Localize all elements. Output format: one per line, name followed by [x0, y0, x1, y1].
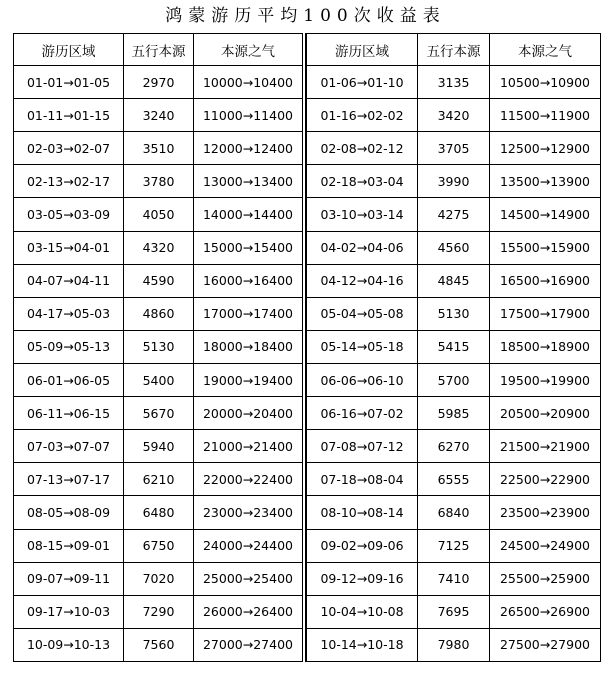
table-row — [14, 165, 303, 198]
cell-region: 04-12→04-16 — [307, 264, 418, 297]
cell-qi: 25500→25900 — [490, 562, 601, 595]
cell-qi: 22000→22400 — [194, 463, 303, 496]
cell-source: 7290 — [124, 595, 194, 628]
cell-source: 7560 — [124, 628, 194, 661]
table-row — [14, 198, 303, 231]
table-row — [307, 132, 601, 165]
cell-qi: 14000→14400 — [194, 198, 303, 231]
table-row — [14, 529, 303, 562]
cell-region: 06-11→06-15 — [14, 397, 124, 430]
table-row — [307, 264, 601, 297]
cell-qi: 16500→16900 — [490, 264, 601, 297]
cell-source: 5130 — [124, 330, 194, 363]
table-row — [307, 363, 601, 396]
cell-qi: 27000→27400 — [194, 628, 303, 661]
cell-region: 06-01→06-05 — [14, 363, 124, 396]
cell-region: 06-06→06-10 — [307, 363, 418, 396]
cell-region: 05-14→05-18 — [307, 330, 418, 363]
header-qi: 本源之气 — [194, 34, 303, 66]
cell-qi: 19500→19900 — [490, 363, 601, 396]
cell-source: 3990 — [418, 165, 490, 198]
left-table — [13, 33, 303, 662]
cell-qi: 14500→14900 — [490, 198, 601, 231]
cell-source: 5700 — [418, 363, 490, 396]
table-row — [307, 595, 601, 628]
cell-source: 3705 — [418, 132, 490, 165]
cell-region: 04-17→05-03 — [14, 297, 124, 330]
table-row — [14, 463, 303, 496]
cell-qi: 12000→12400 — [194, 132, 303, 165]
cell-region: 07-18→08-04 — [307, 463, 418, 496]
cell-source: 5400 — [124, 363, 194, 396]
table-row — [307, 198, 601, 231]
cell-region: 10-09→10-13 — [14, 628, 124, 661]
cell-qi: 11000→11400 — [194, 99, 303, 132]
cell-qi: 24000→24400 — [194, 529, 303, 562]
header-region: 游历区域 — [14, 34, 124, 66]
cell-qi: 17000→17400 — [194, 297, 303, 330]
header-row — [307, 34, 601, 66]
table-row — [307, 99, 601, 132]
table-row — [14, 297, 303, 330]
table-row — [14, 595, 303, 628]
cell-qi: 13000→13400 — [194, 165, 303, 198]
table-row — [14, 397, 303, 430]
cell-source: 2970 — [124, 66, 194, 99]
cell-region: 08-10→08-14 — [307, 496, 418, 529]
cell-source: 3510 — [124, 132, 194, 165]
cell-qi: 13500→13900 — [490, 165, 601, 198]
cell-qi: 20500→20900 — [490, 397, 601, 430]
cell-qi: 12500→12900 — [490, 132, 601, 165]
cell-qi: 24500→24900 — [490, 529, 601, 562]
header-source: 五行本源 — [124, 34, 194, 66]
cell-region: 02-18→03-04 — [307, 165, 418, 198]
cell-qi: 21000→21400 — [194, 430, 303, 463]
cell-region: 09-17→10-03 — [14, 595, 124, 628]
cell-region: 01-16→02-02 — [307, 99, 418, 132]
table-row — [14, 66, 303, 99]
cell-source: 6555 — [418, 463, 490, 496]
cell-source: 7410 — [418, 562, 490, 595]
cell-region: 07-08→07-12 — [307, 430, 418, 463]
cell-region: 08-15→09-01 — [14, 529, 124, 562]
table-row — [307, 330, 601, 363]
cell-source: 6270 — [418, 430, 490, 463]
cell-qi: 15500→15900 — [490, 231, 601, 264]
cell-source: 7980 — [418, 628, 490, 661]
table-row — [14, 628, 303, 661]
table-row — [14, 496, 303, 529]
cell-region: 10-04→10-08 — [307, 595, 418, 628]
cell-region: 02-08→02-12 — [307, 132, 418, 165]
cell-qi: 10000→10400 — [194, 66, 303, 99]
table-row — [307, 231, 601, 264]
cell-region: 09-12→09-16 — [307, 562, 418, 595]
table-row — [307, 562, 601, 595]
cell-qi: 23000→23400 — [194, 496, 303, 529]
income-tables — [13, 33, 600, 662]
cell-source: 5940 — [124, 430, 194, 463]
cell-source: 5130 — [418, 297, 490, 330]
cell-source: 3240 — [124, 99, 194, 132]
table-row — [14, 231, 303, 264]
cell-region: 05-09→05-13 — [14, 330, 124, 363]
right-table — [306, 33, 601, 662]
cell-source: 7695 — [418, 595, 490, 628]
cell-region: 03-15→04-01 — [14, 231, 124, 264]
cell-region: 01-06→01-10 — [307, 66, 418, 99]
cell-qi: 17500→17900 — [490, 297, 601, 330]
page-title: 鸿蒙游历平均100次收益表 — [165, 6, 446, 26]
cell-region: 07-13→07-17 — [14, 463, 124, 496]
cell-source: 4590 — [124, 264, 194, 297]
cell-qi: 10500→10900 — [490, 66, 601, 99]
cell-qi: 26000→26400 — [194, 595, 303, 628]
cell-qi: 22500→22900 — [490, 463, 601, 496]
table-row — [14, 562, 303, 595]
cell-qi: 26500→26900 — [490, 595, 601, 628]
header-region: 游历区域 — [307, 34, 418, 66]
cell-qi: 20000→20400 — [194, 397, 303, 430]
cell-region: 03-05→03-09 — [14, 198, 124, 231]
table-row — [14, 363, 303, 396]
cell-qi: 16000→16400 — [194, 264, 303, 297]
cell-qi: 18000→18400 — [194, 330, 303, 363]
table-row — [307, 628, 601, 661]
cell-source: 5415 — [418, 330, 490, 363]
table-row — [14, 430, 303, 463]
cell-qi: 23500→23900 — [490, 496, 601, 529]
table-row — [307, 529, 601, 562]
table-row — [307, 496, 601, 529]
right-table-body — [307, 66, 601, 662]
table-row — [307, 165, 601, 198]
cell-region: 10-14→10-18 — [307, 628, 418, 661]
cell-qi: 11500→11900 — [490, 99, 601, 132]
cell-source: 6210 — [124, 463, 194, 496]
cell-qi: 18500→18900 — [490, 330, 601, 363]
header-qi: 本源之气 — [490, 34, 601, 66]
header-source: 五行本源 — [418, 34, 490, 66]
cell-region: 08-05→08-09 — [14, 496, 124, 529]
cell-qi: 27500→27900 — [490, 628, 601, 661]
cell-region: 06-16→07-02 — [307, 397, 418, 430]
table-row — [307, 430, 601, 463]
cell-source: 4860 — [124, 297, 194, 330]
cell-source: 7020 — [124, 562, 194, 595]
cell-source: 4845 — [418, 264, 490, 297]
left-table-body — [14, 66, 303, 662]
header-row — [14, 34, 303, 66]
cell-qi: 19000→19400 — [194, 363, 303, 396]
cell-source: 5670 — [124, 397, 194, 430]
cell-source: 5985 — [418, 397, 490, 430]
cell-region: 01-11→01-15 — [14, 99, 124, 132]
cell-source: 6840 — [418, 496, 490, 529]
cell-region: 01-01→01-05 — [14, 66, 124, 99]
cell-source: 7125 — [418, 529, 490, 562]
cell-source: 4560 — [418, 231, 490, 264]
cell-region: 05-04→05-08 — [307, 297, 418, 330]
cell-region: 09-07→09-11 — [14, 562, 124, 595]
cell-source: 3420 — [418, 99, 490, 132]
cell-region: 02-13→02-17 — [14, 165, 124, 198]
cell-source: 4050 — [124, 198, 194, 231]
cell-region: 03-10→03-14 — [307, 198, 418, 231]
cell-region: 02-03→02-07 — [14, 132, 124, 165]
table-row — [14, 132, 303, 165]
cell-qi: 25000→25400 — [194, 562, 303, 595]
table-row — [14, 330, 303, 363]
table-row — [14, 99, 303, 132]
cell-qi: 21500→21900 — [490, 430, 601, 463]
cell-source: 4320 — [124, 231, 194, 264]
cell-region: 07-03→07-07 — [14, 430, 124, 463]
table-row — [307, 397, 601, 430]
table-row — [307, 297, 601, 330]
cell-source: 3780 — [124, 165, 194, 198]
table-row — [307, 66, 601, 99]
cell-region: 09-02→09-06 — [307, 529, 418, 562]
cell-region: 04-02→04-06 — [307, 231, 418, 264]
cell-source: 6750 — [124, 529, 194, 562]
cell-region: 04-07→04-11 — [14, 264, 124, 297]
cell-qi: 15000→15400 — [194, 231, 303, 264]
table-row — [307, 463, 601, 496]
cell-source: 4275 — [418, 198, 490, 231]
cell-source: 3135 — [418, 66, 490, 99]
table-row — [14, 264, 303, 297]
cell-source: 6480 — [124, 496, 194, 529]
